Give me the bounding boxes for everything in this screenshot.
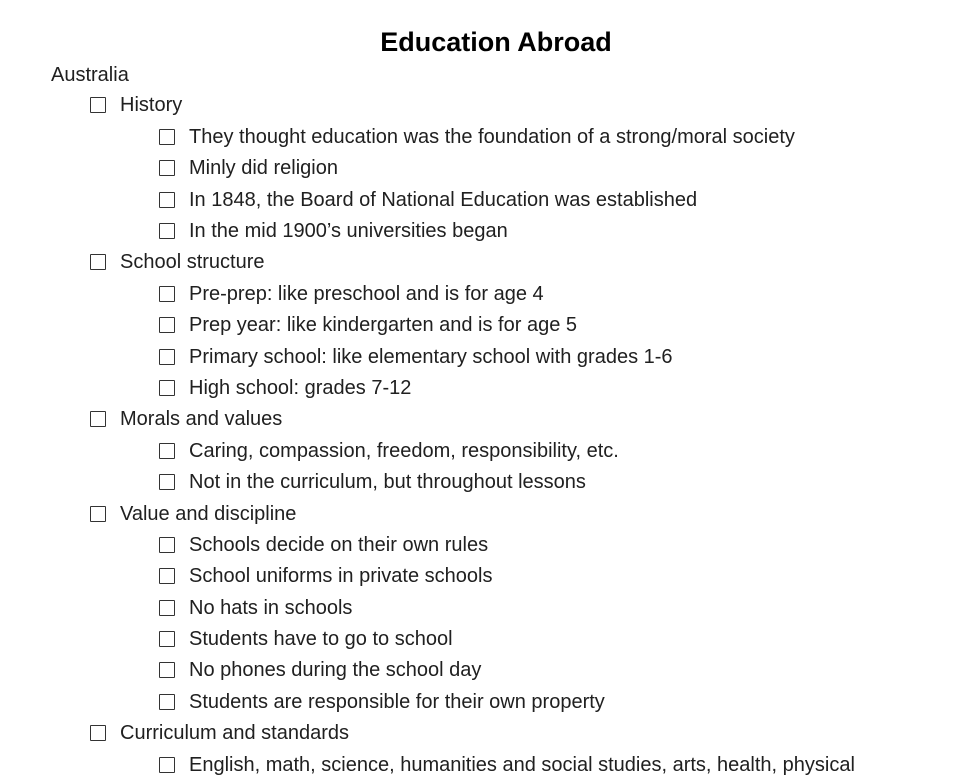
checklist-item xyxy=(157,344,673,370)
checklist-item xyxy=(157,375,411,401)
checklist-item xyxy=(157,312,577,338)
checkbox[interactable] xyxy=(159,349,175,365)
checkbox[interactable] xyxy=(159,223,175,239)
item-label: No phones during the school day xyxy=(189,659,482,681)
checklist-item xyxy=(157,187,697,213)
checklist-item xyxy=(157,595,352,621)
checkbox[interactable] xyxy=(90,254,106,270)
checkbox[interactable] xyxy=(159,662,175,678)
checklist-section-history xyxy=(88,92,182,118)
checkbox[interactable] xyxy=(159,317,175,333)
item-label: Schools decide on their own rules xyxy=(189,534,489,556)
section-label: History xyxy=(120,94,183,116)
section-label: Curriculum and standards xyxy=(120,722,349,744)
item-label: In 1848, the Board of National Education was established xyxy=(189,189,698,211)
checkbox[interactable] xyxy=(159,192,175,208)
checkbox[interactable] xyxy=(159,757,175,773)
checkbox[interactable] xyxy=(159,380,175,396)
checkbox[interactable] xyxy=(90,725,106,741)
checklist-item xyxy=(157,532,488,558)
checklist-item xyxy=(157,563,492,589)
checklist-item xyxy=(157,689,605,715)
checklist-item xyxy=(157,218,508,244)
item-label: No hats in schools xyxy=(189,597,353,619)
checkbox[interactable] xyxy=(90,506,106,522)
item-label: School uniforms in private schools xyxy=(189,565,493,587)
item-label: In the mid 1900’s universities began xyxy=(189,220,508,242)
checklist-item xyxy=(157,657,481,683)
checklist-section-value-and-discipline xyxy=(88,501,296,527)
checkbox[interactable] xyxy=(159,537,175,553)
checklist-section-curriculum-and-standards xyxy=(88,720,349,746)
country-heading: Australia xyxy=(51,64,129,86)
checklist-item xyxy=(157,626,453,652)
item-label: Prep year: like kindergarten and is for age 5 xyxy=(189,314,577,336)
item-label: Minly did religion xyxy=(189,157,338,179)
checkbox[interactable] xyxy=(159,443,175,459)
checkbox[interactable] xyxy=(159,286,175,302)
page-title: Education Abroad xyxy=(380,27,612,57)
item-label: Caring, compassion, freedom, responsibility, etc. xyxy=(189,440,619,462)
item-label: Students have to go to school xyxy=(189,628,453,650)
checklist-item xyxy=(157,281,544,307)
checkbox[interactable] xyxy=(159,129,175,145)
item-label: They thought education was the foundation of a strong/moral society xyxy=(189,126,795,148)
checkbox[interactable] xyxy=(159,568,175,584)
checkbox[interactable] xyxy=(159,474,175,490)
checklist-section-morals-and-values xyxy=(88,406,282,432)
item-label: Pre-prep: like preschool and is for age 4 xyxy=(189,283,544,305)
item-label: English, math, science, humanities and social studies, arts, health, physical xyxy=(189,754,855,776)
item-label: High school: grades 7-12 xyxy=(189,377,412,399)
item-label: Primary school: like elementary school with grades 1-6 xyxy=(189,346,673,368)
checkbox[interactable] xyxy=(159,694,175,710)
checklist-item xyxy=(157,752,855,778)
section-label: School structure xyxy=(120,251,265,273)
section-label: Morals and values xyxy=(120,408,283,430)
checkbox[interactable] xyxy=(90,411,106,427)
checklist-item xyxy=(157,155,338,181)
checkbox[interactable] xyxy=(159,631,175,647)
checkbox[interactable] xyxy=(159,600,175,616)
checkbox[interactable] xyxy=(90,97,106,113)
section-label: Value and discipline xyxy=(120,503,297,525)
item-label: Students are responsible for their own property xyxy=(189,691,605,713)
checkbox[interactable] xyxy=(159,160,175,176)
checklist-section-school-structure xyxy=(88,249,265,275)
checklist-item xyxy=(157,438,619,464)
checklist-item xyxy=(157,469,586,495)
checklist-item xyxy=(157,124,795,150)
item-label: Not in the curriculum, but throughout lessons xyxy=(189,471,586,493)
